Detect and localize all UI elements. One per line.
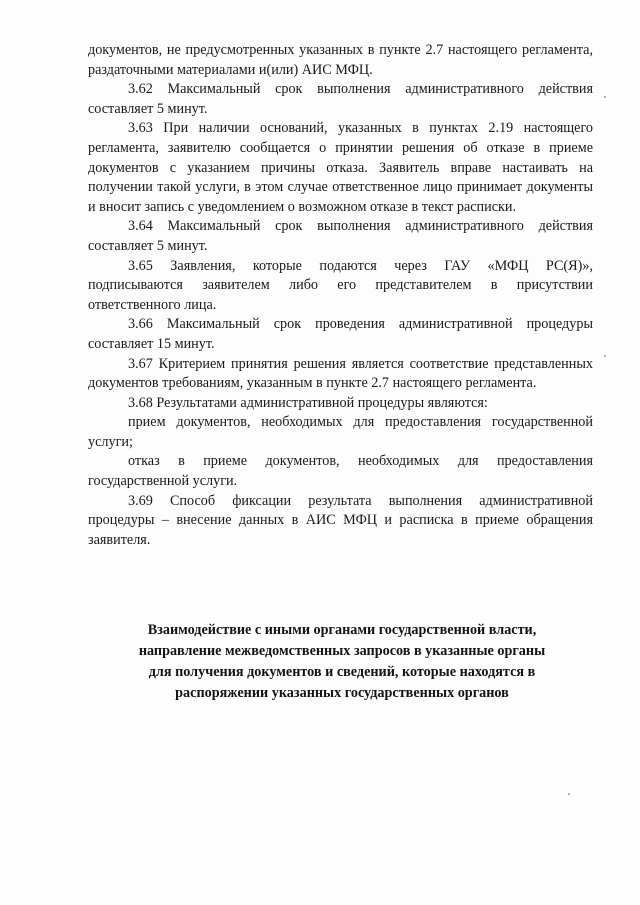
paragraph-3-67: 3.67 Критерием принятия решения является соответствие представленных документов требованиям, указанным в пункте 2.7 настоящего регламента.: [88, 355, 593, 392]
paragraph-3-63: 3.63 При наличии оснований, указанных в пунктах 2.19 настоящего регламента, заявителю сообщается о принятии решения об отказе в приеме документов с указанием причины отказа. Заявитель вправе настаивать на получении такой услуги, в этом случае ответственное лицо принимает документы и вносит запись с уведомлением о возможном отказе в текст расписки.: [88, 120, 593, 215]
section-heading: [108, 620, 576, 704]
body-text: [88, 41, 593, 550]
scan-speck: [568, 793, 570, 795]
scan-speck: [604, 355, 606, 357]
paragraph-3-62: 3.62 Максимальный срок выполнения административного действия составляет 5 минут.: [88, 81, 593, 117]
paragraph-3-65: 3.65 Заявления, которые подаются через ГАУ «МФЦ РС(Я)», подписываются заявителем либо его представителем в присутствии ответственного лица.: [88, 257, 593, 313]
paragraph-3-64: 3.64 Максимальный срок выполнения административного действия составляет 5 минут.: [88, 218, 593, 254]
heading-line-4: распоряжении указанных государственных органов: [175, 685, 509, 701]
heading-line-1: Взаимодействие с иными органами государственной власти,: [147, 622, 537, 638]
paragraph-3-68: 3.68 Результатами административной процедуры являются:: [128, 394, 488, 411]
heading-line-3: для получения документов и сведений, которые находятся в: [148, 664, 536, 680]
paragraph-result-refuse: отказ в приеме документов, необходимых для предоставления государственной услуги.: [88, 453, 593, 490]
heading-line-2: направление межведомственных запросов в указанные органы: [138, 643, 546, 659]
paragraph-3-69: 3.69 Способ фиксации результата выполнения административной процедуры – внесение данных в АИС МФЦ и расписка в приеме обращения заявителя.: [88, 492, 593, 548]
paragraph-result-accept: прием документов, необходимых для предоставления государственной услуги;: [88, 414, 593, 450]
scan-speck: [604, 96, 606, 98]
paragraph-continuation: документов, не предусмотренных указанных в пункте 2.7 настоящего регламента, раздаточными материалами и(или) АИС МФЦ.: [88, 42, 593, 78]
paragraph-3-66: 3.66 Максимальный срок проведения административной процедуры составляет 15 минут.: [88, 316, 593, 352]
